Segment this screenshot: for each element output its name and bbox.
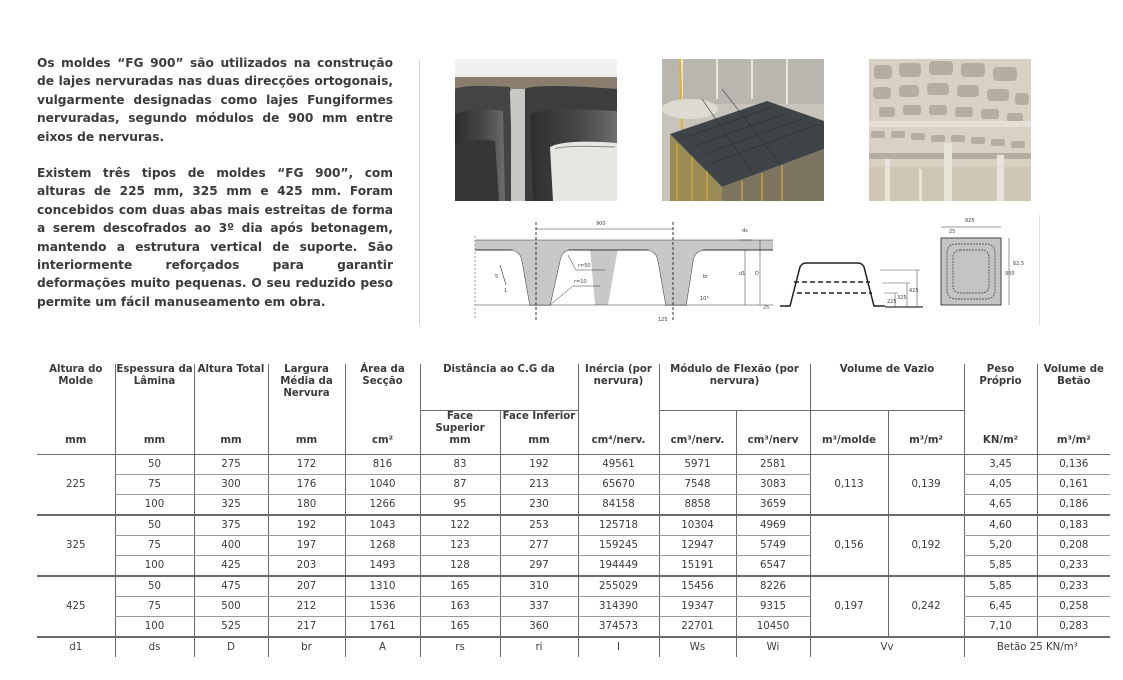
unit-cell: cm⁴/nerv. xyxy=(578,435,659,455)
cell-peso: 5,85 xyxy=(964,556,1037,577)
cell-wi: 5749 xyxy=(736,536,810,556)
cell-d: 525 xyxy=(194,617,268,638)
unit-cell: mm xyxy=(115,435,194,455)
cell-ws: 15191 xyxy=(659,556,736,577)
cell-rs: 95 xyxy=(420,495,500,516)
cell-a: 1040 xyxy=(345,475,420,495)
cross-section-drawing xyxy=(470,210,770,325)
dim-r-bottom: r=10 xyxy=(574,279,587,285)
cell-i: 314390 xyxy=(578,597,659,617)
unit-cell: KN/m² xyxy=(964,435,1037,455)
header-volume-vazio: Volume de Vazio xyxy=(810,364,964,410)
cell-rs: 165 xyxy=(420,617,500,638)
cell-i: 159245 xyxy=(578,536,659,556)
symbol-cell: D xyxy=(194,637,268,657)
cell-br: 180 xyxy=(268,495,345,516)
unit-cell: cm² xyxy=(345,435,420,455)
cell-i: 255029 xyxy=(578,576,659,597)
cell-betao: 0,233 xyxy=(1037,576,1110,597)
header-largura-media: Largura Média da Nervura xyxy=(268,364,345,435)
dim-d1: d1 xyxy=(739,271,746,277)
mold-height-cell: 225 xyxy=(37,455,115,516)
cell-br: 172 xyxy=(268,455,345,475)
symbol-cell: A xyxy=(345,637,420,657)
header-espessura-lamina: Espessura da Lâmina xyxy=(115,364,194,435)
symbol-cell: br xyxy=(268,637,345,657)
cell-rs: 123 xyxy=(420,536,500,556)
cell-br: 207 xyxy=(268,576,345,597)
cell-d: 275 xyxy=(194,455,268,475)
cell-rs: 128 xyxy=(420,556,500,577)
cell-rs: 83 xyxy=(420,455,500,475)
cell-betao: 0,258 xyxy=(1037,597,1110,617)
cell-ws: 10304 xyxy=(659,515,736,536)
cell-br: 203 xyxy=(268,556,345,577)
void-per-m2-cell: 0,139 xyxy=(888,455,964,516)
cell-rs: 165 xyxy=(420,576,500,597)
cell-a: 1761 xyxy=(345,617,420,638)
cell-ri: 360 xyxy=(500,617,578,638)
cell-wi: 4969 xyxy=(736,515,810,536)
cell-ws: 12947 xyxy=(659,536,736,556)
header-peso-proprio: Peso Próprio xyxy=(964,364,1037,435)
unit-cell: m³/molde xyxy=(810,435,888,455)
specification-table xyxy=(37,364,1110,657)
cell-ri: 192 xyxy=(500,455,578,475)
unit-cell: mm xyxy=(500,435,578,455)
cell-peso: 5,85 xyxy=(964,576,1037,597)
cell-peso: 4,65 xyxy=(964,495,1037,516)
unit-cell: m³/m² xyxy=(1037,435,1110,455)
cell-a: 1043 xyxy=(345,515,420,536)
void-per-m2-cell: 0,192 xyxy=(888,515,964,576)
cell-i: 49561 xyxy=(578,455,659,475)
table-row xyxy=(37,515,1110,536)
cell-i: 84158 xyxy=(578,495,659,516)
cell-ri: 297 xyxy=(500,556,578,577)
table-body xyxy=(37,455,1110,638)
cell-betao: 0,208 xyxy=(1037,536,1110,556)
unit-cell: mm xyxy=(37,435,115,455)
mold-plan-drawing xyxy=(935,210,1025,325)
cell-ws: 19347 xyxy=(659,597,736,617)
drawing-divider xyxy=(1039,215,1040,325)
symbol-cell: ds xyxy=(115,637,194,657)
cell-br: 176 xyxy=(268,475,345,495)
cell-peso: 4,05 xyxy=(964,475,1037,495)
cell-i: 374573 xyxy=(578,617,659,638)
dim-ds: ds xyxy=(742,228,748,234)
cell-br: 192 xyxy=(268,515,345,536)
cell-d: 475 xyxy=(194,576,268,597)
intro-paragraph-1: Os moldes “FG 900” são utilizados na construção de lajes nervuradas nas duas direcções ortogonais, vulgarmente designadas como lajes Fungiformes nervuradas, segundo módulos de 900 mm entre eixos de nervuras. xyxy=(37,56,393,144)
cell-a: 1536 xyxy=(345,597,420,617)
cell-ds: 50 xyxy=(115,515,194,536)
symbols-row xyxy=(37,637,1110,657)
cell-wi: 9315 xyxy=(736,597,810,617)
cell-peso: 3,45 xyxy=(964,455,1037,475)
cell-rs: 163 xyxy=(420,597,500,617)
symbol-cell: ri xyxy=(500,637,578,657)
cell-peso: 6,45 xyxy=(964,597,1037,617)
cell-ds: 100 xyxy=(115,495,194,516)
unit-cell: m³/m² xyxy=(888,435,964,455)
void-per-mold-cell: 0,197 xyxy=(810,576,888,637)
cell-d: 425 xyxy=(194,556,268,577)
header-distancia-cg: Distância ao C.G da xyxy=(420,364,578,410)
cell-ri: 277 xyxy=(500,536,578,556)
mold-height-cell: 425 xyxy=(37,576,115,637)
header-inercia: Inércia (por nervura) xyxy=(578,364,659,435)
header-face-inferior: Face Inferior xyxy=(500,410,578,435)
table-row xyxy=(37,576,1110,597)
cell-peso: 4,60 xyxy=(964,515,1037,536)
dim-plan-offset: 62.5 xyxy=(1013,261,1025,267)
cell-betao: 0,283 xyxy=(1037,617,1110,638)
cell-wi: 6547 xyxy=(736,556,810,577)
header-altura-total: Altura Total xyxy=(194,364,268,435)
void-per-mold-cell: 0,113 xyxy=(810,455,888,516)
cell-wi: 2581 xyxy=(736,455,810,475)
molds-stacked-photo xyxy=(455,59,617,201)
cell-betao: 0,186 xyxy=(1037,495,1110,516)
cell-a: 1266 xyxy=(345,495,420,516)
unit-cell: mm xyxy=(420,435,500,455)
cell-wi: 8226 xyxy=(736,576,810,597)
cell-rs: 122 xyxy=(420,515,500,536)
dim-spacing: 900 xyxy=(596,221,606,227)
cell-ws: 15456 xyxy=(659,576,736,597)
cell-d: 300 xyxy=(194,475,268,495)
header-modulo-flexao: Módulo de Flexão (por nervura) xyxy=(659,364,810,410)
cell-a: 816 xyxy=(345,455,420,475)
symbol-cell: Vv xyxy=(810,637,964,657)
header-face-superior: Face Superior xyxy=(420,410,500,435)
cell-br: 197 xyxy=(268,536,345,556)
vertical-divider xyxy=(419,60,420,325)
cell-i: 194449 xyxy=(578,556,659,577)
cell-ri: 230 xyxy=(500,495,578,516)
cell-ds: 75 xyxy=(115,597,194,617)
cell-ds: 75 xyxy=(115,536,194,556)
cell-ri: 310 xyxy=(500,576,578,597)
dim-plan-lip: 25 xyxy=(949,229,956,235)
mold-profiles-drawing xyxy=(780,210,925,325)
void-per-mold-cell: 0,156 xyxy=(810,515,888,576)
table-row xyxy=(37,455,1110,475)
cell-d: 325 xyxy=(194,495,268,516)
intro-paragraph-2: Existem três tipos de moldes “FG 900”, com alturas de 225 mm, 325 mm e 425 mm. Foram concebidos com duas abas mais estreitas de forma a serem descofrados ao 3º dia após betonagem, mantendo a estrutura vertical de suporte. São interiormente reforçados para garantir deformações muito pequenas. O seu reduzido peso permite um fácil manuseamento em obra. xyxy=(37,166,393,309)
cell-ws: 8858 xyxy=(659,495,736,516)
unit-cell: cm³/nerv xyxy=(736,435,810,455)
cell-d: 400 xyxy=(194,536,268,556)
unit-cell: mm xyxy=(268,435,345,455)
waffle-ceiling-photo xyxy=(869,59,1031,201)
slab-construction-photo xyxy=(662,59,824,201)
dim-rib-width: br xyxy=(703,274,709,280)
cell-ds: 100 xyxy=(115,556,194,577)
header-area-seccao: Área da Secção xyxy=(345,364,420,435)
dim-base: 125 xyxy=(658,317,668,323)
cell-betao: 0,136 xyxy=(1037,455,1110,475)
symbol-cell: d1 xyxy=(69,642,83,653)
cell-betao: 0,233 xyxy=(1037,556,1110,577)
cell-i: 65670 xyxy=(578,475,659,495)
mold-height-cell: 325 xyxy=(37,515,115,576)
cell-wi: 3083 xyxy=(736,475,810,495)
intro-text xyxy=(37,54,393,311)
cell-ds: 50 xyxy=(115,455,194,475)
dim-D: D xyxy=(755,271,759,277)
cell-br: 212 xyxy=(268,597,345,617)
cell-rs: 87 xyxy=(420,475,500,495)
symbol-cell: Wi xyxy=(736,637,810,657)
symbol-cell: rs xyxy=(420,637,500,657)
cell-peso: 5,20 xyxy=(964,536,1037,556)
cell-br: 217 xyxy=(268,617,345,638)
cell-ri: 213 xyxy=(500,475,578,495)
cell-betao: 0,161 xyxy=(1037,475,1110,495)
cell-a: 1268 xyxy=(345,536,420,556)
cell-betao: 0,183 xyxy=(1037,515,1110,536)
dim-plan-height: 900 xyxy=(1005,271,1015,277)
cell-ds: 50 xyxy=(115,576,194,597)
header-altura-molde: Altura do Molde xyxy=(49,364,103,387)
dim-profile-325: 325 xyxy=(897,295,907,301)
symbol-cell: Betão 25 KN/m³ xyxy=(964,637,1110,657)
header-volume-betao: Volume de Betão xyxy=(1037,364,1110,435)
symbol-cell: I xyxy=(578,637,659,657)
dim-slope-h: 1 xyxy=(504,288,508,294)
cell-d: 500 xyxy=(194,597,268,617)
void-per-m2-cell: 0,242 xyxy=(888,576,964,637)
cell-i: 125718 xyxy=(578,515,659,536)
unit-cell: cm³/nerv. xyxy=(659,435,736,455)
dim-slope-v: 5 xyxy=(495,274,499,280)
dim-r-top: r=50 xyxy=(578,263,591,269)
cell-ds: 75 xyxy=(115,475,194,495)
cell-ws: 7548 xyxy=(659,475,736,495)
dim-bottom: 25 xyxy=(763,305,770,311)
symbol-cell: Ws xyxy=(659,637,736,657)
cell-a: 1493 xyxy=(345,556,420,577)
dim-plan-width: 825 xyxy=(965,218,975,224)
cell-wi: 3659 xyxy=(736,495,810,516)
cell-wi: 10450 xyxy=(736,617,810,638)
dim-profile-425: 425 xyxy=(909,288,919,294)
dim-profile-225: 225 xyxy=(887,299,897,305)
cell-peso: 7,10 xyxy=(964,617,1037,638)
cell-d: 375 xyxy=(194,515,268,536)
unit-cell: mm xyxy=(194,435,268,455)
cell-ri: 337 xyxy=(500,597,578,617)
cell-ds: 100 xyxy=(115,617,194,638)
cell-ri: 253 xyxy=(500,515,578,536)
cell-a: 1310 xyxy=(345,576,420,597)
cell-ws: 5971 xyxy=(659,455,736,475)
dim-angle: 10° xyxy=(700,296,709,302)
cell-ws: 22701 xyxy=(659,617,736,638)
